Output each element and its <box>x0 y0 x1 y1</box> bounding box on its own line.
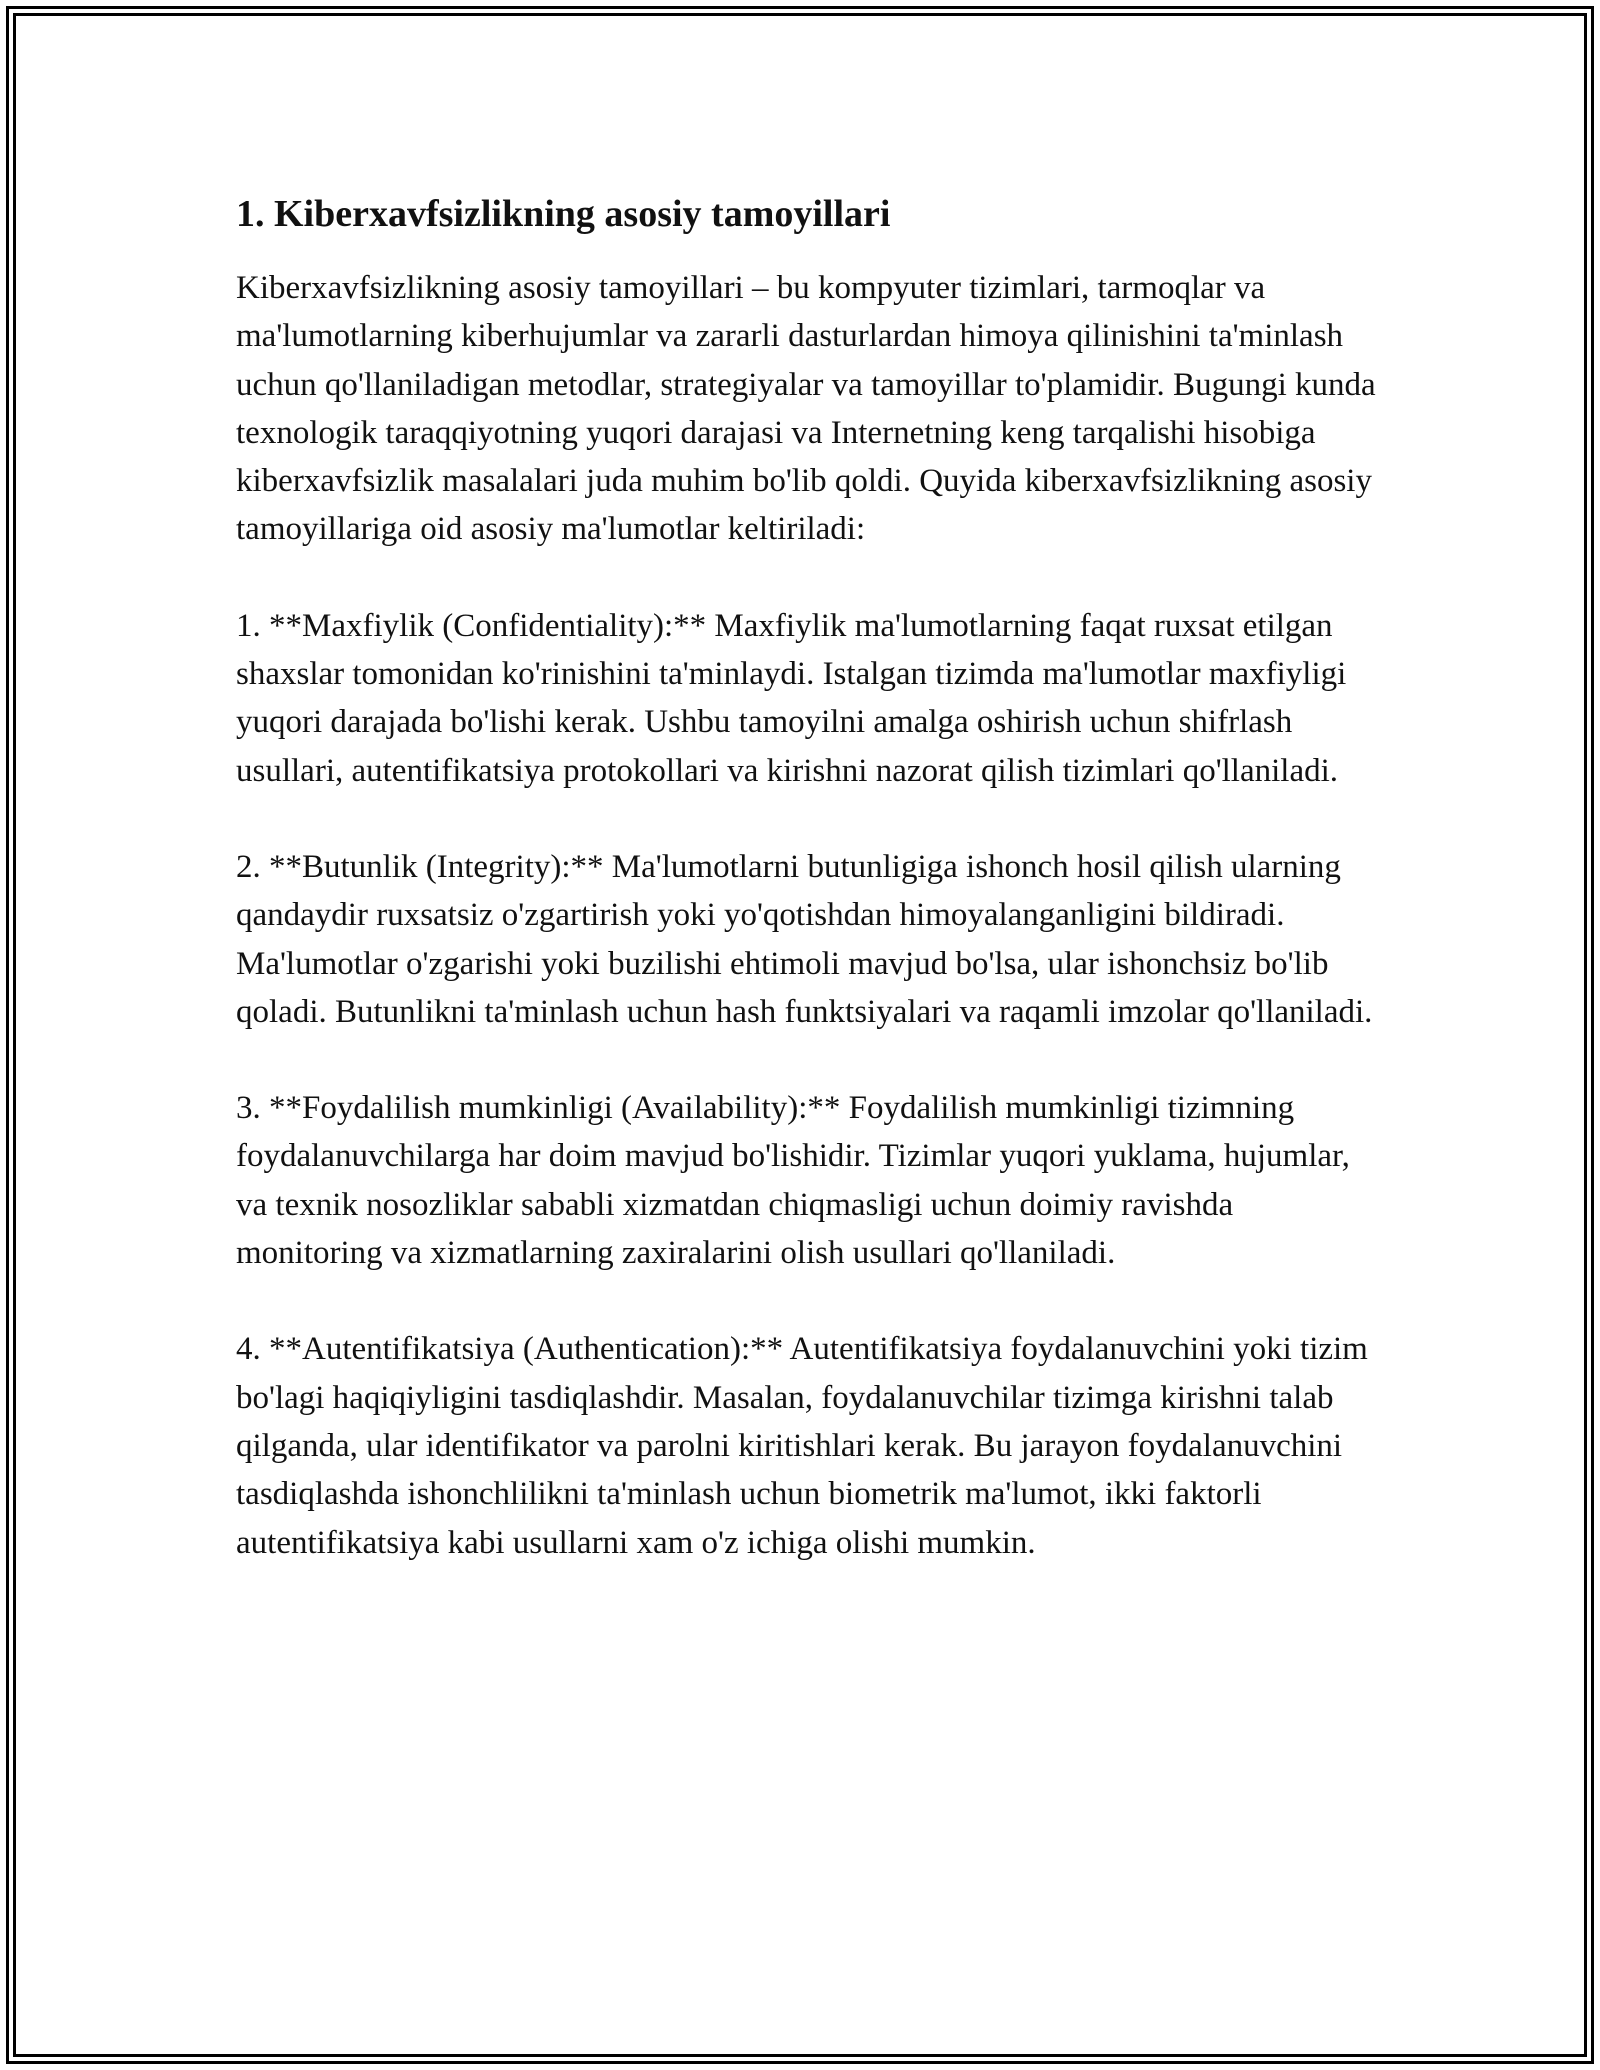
intro-paragraph: Kiberxavfsizlikning asosiy tamoyillari – bu kompyuter tizimlari, tarmoqlar va ma'lumotlarning kiberhujumlar va zararli dasturlardan himoya qilinishini ta'minlash uchun qo'llaniladigan metodlar, strategiyalar va tamoyillar to'plamidir. Bugungi kunda texnologik taraqqiyotning yuqori darajasi va Internetning keng tarqalishi hisobiga kiberxavfsizlik masalalari juda muhim bo'lib qoldi. Quyida kiberxavfsizlikning asosiy tamoyillariga oid asosiy ma'lumotlar keltiriladi: <box>236 270 1376 548</box>
document-heading: 1. Kiberxavfsizlikning asosiy tamoyillari <box>236 193 891 235</box>
integrity-paragraph: 2. **Butunlik (Integrity):** Ma'lumotlarni butunligiga ishonch hosil qilish ularning qandaydir ruxsatsiz o'zgartirish yoki yo'qotishdan himoyalanganligini bildiradi. Ma'lumotlar o'zgarishi yoki buzilishi ehtimoli mavjud bo'lsa, ular ishonchsiz bo'lib qoladi. Butunlikni ta'minlash uchun hash funktsiyalari va raqamli imzolar qo'llaniladi. <box>236 848 1373 1030</box>
confidentiality-paragraph: 1. **Maxfiylik (Confidentiality):** Maxfiylik ma'lumotlarning faqat ruxsat etilgan shaxslar tomonidan ko'rinishini ta'minlaydi. Istalgan tizimda ma'lumotlar maxfiyligi yuqori darajada bo'lishi kerak. Ushbu tamoyilni amalga oshirish uchun shifrlash usullari, autentifikatsiya protokollari va kirishni nazorat qilish tizimlari qo'llaniladi. <box>236 607 1347 789</box>
document-page <box>236 186 1386 1615</box>
authentication-paragraph: 4. **Autentifikatsiya (Authentication):** Autentifikatsiya foydalanuvchini yoki tizim bo'lagi haqiqiyligini tasdiqlashdir. Masalan, foydalanuvchilar tizimga kirishni talab qilganda, ular identifikator va parolni kiritishlari kerak. Bu jarayon foydalanuvchini tasdiqlashda ishonchlilikni ta'minlash uchun biometrik ma'lumot, ikki faktorli autentifikatsiya kabi usullarni xam o'z ichiga olishi mumkin. <box>236 1331 1368 1561</box>
availability-paragraph: 3. **Foydalilish mumkinligi (Availability):** Foydalilish mumkinligi tizimning foydalanuvchilarga har doim mavjud bo'lishidir. Tizimlar yuqori yuklama, hujumlar, va texnik nosozliklar sababli xizmatdan chiqmasligi uchun doimiy ravishda monitoring va xizmatlarning zaxiralarini olish usullari qo'llaniladi. <box>236 1090 1350 1272</box>
